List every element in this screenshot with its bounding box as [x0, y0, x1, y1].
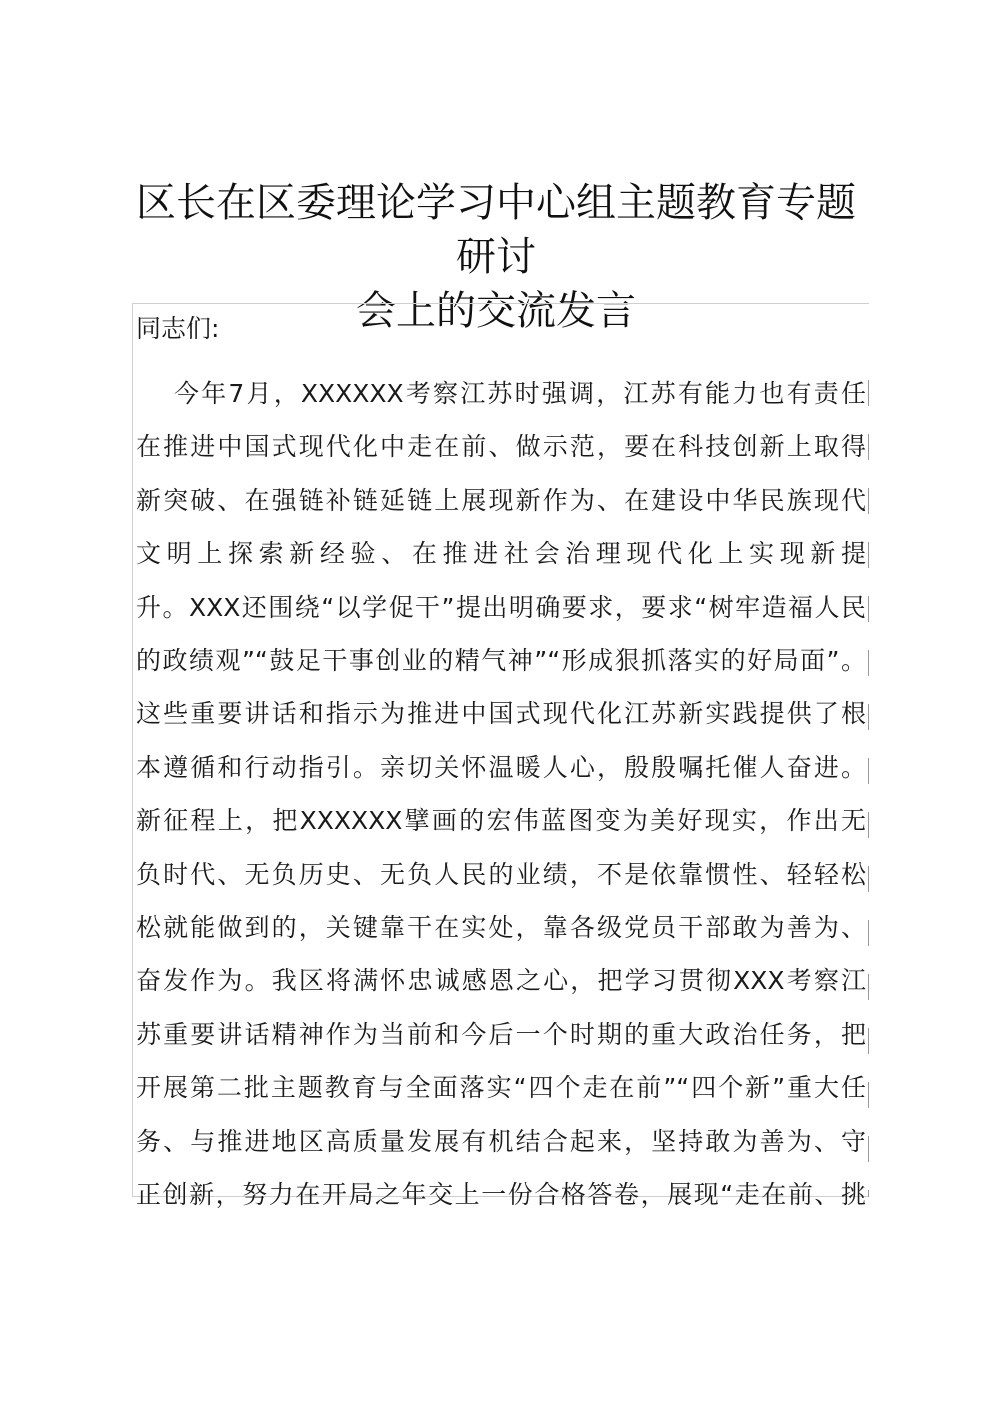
body-line: 苏重要讲话精神作为当前和今后一个时期的重大政治任务，把	[136, 1020, 866, 1049]
body-line: 今年7月，XXXXXX考察江苏时强调，江苏有能力也有责任	[174, 379, 866, 408]
title-line-2: 会上的交流发言	[356, 288, 636, 334]
body-line: 升。XXX还围绕“以学促干”提出明确要求，要求“树牢造福人民	[136, 593, 866, 622]
body-line: 务、与推进地区高质量发展有机结合起来，坚持敢为善为、守	[136, 1127, 866, 1156]
body-line: 本遵循和行动指引。亲切关怀温暖人心，殷殷嘱托催人奋进。	[136, 753, 866, 782]
body-line: 文明上探索新经验、在推进社会治理现代化上实现新提	[136, 539, 866, 568]
body-line: 的政绩观”“鼓足干事创业的精气神”“形成狠抓落实的好局面”。	[136, 646, 866, 675]
body-line: 开展第二批主题教育与全面落实“四个走在前”“四个新”重大任	[136, 1073, 866, 1102]
body-line: 在推进中国式现代化中走在前、做示范，要在科技创新上取得	[136, 432, 866, 461]
body-line: 新征程上，把XXXXXX擘画的宏伟蓝图变为美好现实，作出无	[136, 806, 866, 835]
body-line: 松就能做到的，关键靠干在实处，靠各级党员干部敢为善为、	[136, 913, 866, 942]
body-line: 新突破、在强链补链延链上展现新作为、在建设中华民族现代	[136, 486, 866, 515]
body-line: 负时代、无负历史、无负人民的业绩，不是依靠惯性、轻轻松	[136, 860, 866, 889]
body-line: 奋发作为。我区将满怀忠诚感恩之心，把学习贯彻XXX考察江	[136, 966, 866, 995]
body-line: 这些重要讲话和指示为推进中国式现代化江苏新实践提供了根	[136, 699, 866, 728]
text-frame-right-edge	[868, 380, 869, 1197]
title-line-1: 区长在区委理论学习中心组主题教育专题研讨	[136, 180, 856, 280]
salutation: 同志们:	[136, 314, 220, 343]
body-line: 正创新，努力在开局之年交上一份合格答卷，展现“走在前、挑	[136, 1180, 866, 1209]
